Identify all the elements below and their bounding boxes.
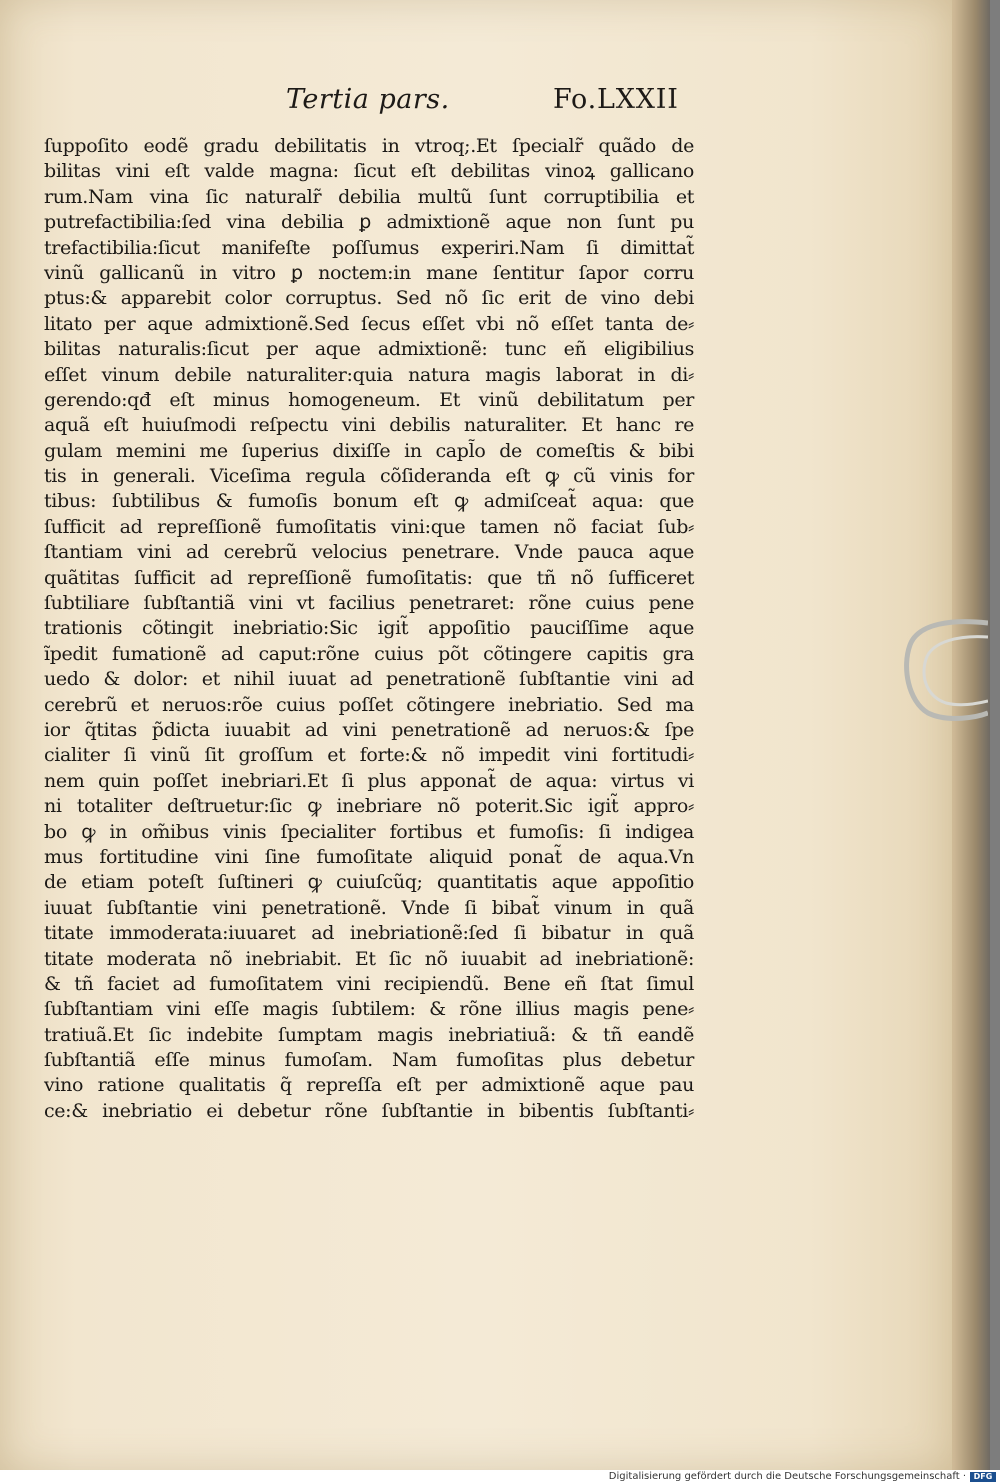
text-line: trefactibilia:ſicut manifeſte poſſumus experiri.Nam ſi dimittat̃ <box>44 236 694 259</box>
text-line: gerendo:qđ eſt minus homogeneum. Et vinũ debilitatum per <box>44 388 694 411</box>
funding-credit: Digitalisierung gefördert durch die Deutsche Forschungsgemeinschaft · <box>608 1471 966 1482</box>
text-line: uedo & dolor: et nihil iuuat ad penetrationẽ ſubſtantie vini ad <box>44 668 694 691</box>
text-line: ſubtiliare ſubſtantiã vini vt facilius penetraret: rõne cuius pene <box>44 592 694 615</box>
text-line: mus fortitudine vini ſine fumoſitate aliquid ponat̃ de aqua.Vn <box>44 845 694 868</box>
text-line: ſuppoſito eodẽ gradu debilitatis in vtroq;.Et ſpecialr̃ quãdo de <box>44 135 694 157</box>
text-line: bilitas vini eſt valde magna: ſicut eſt debilitas vinoꝝ gallicano <box>44 160 694 183</box>
text-line: nem quin poſſet inebriari.Et ſi plus apponat̃ de aqua: virtus vi <box>44 769 694 792</box>
text-line: ior q̃titas p̃dicta iuuabit ad vini penetrationẽ ad neruos:& ſpe <box>44 718 694 741</box>
text-line: ſtantiam vini ad cerebrũ velocius penetrare. Vnde pauca aque <box>44 541 694 564</box>
text-line: ſufficit ad repreſſionẽ fumoſitatis vini:que tamen nõ faciat ſub⸗ <box>44 515 694 538</box>
text-line: aquã eſt huiuſmodi reſpectu vini debilis naturaliter. Et hanc re <box>44 414 694 437</box>
body-text <box>44 134 694 1124</box>
text-line: cerebrũ et neruos:rõe cuius poſſet cõtingere inebriatio. Sed ma <box>44 693 694 716</box>
text-line: ni totaliter deſtruetur:ſic ꝙ inebriare nõ poterit.Sic igit̃ appro⸗ <box>44 795 694 818</box>
text-line: bilitas naturalis:ſicut per aque admixtionẽ: tunc eñ eligibilius <box>44 338 694 361</box>
footer-bar <box>0 1470 1000 1484</box>
paper-clip-icon <box>898 605 988 735</box>
text-line: tratiuã.Et ſic indebite ſumptam magis inebriatiuã: & tñ eandẽ <box>44 1023 694 1046</box>
text-line: quãtitas ſufficit ad repreſſionẽ fumoſitatis: que tñ nõ ſufficeret <box>44 566 694 589</box>
running-head <box>0 84 952 128</box>
folio-number: Fo.LXXII <box>553 84 679 115</box>
text-line: ſubſtantiam vini eſſe magis ſubtilem: & rõne illius magis pene⸗ <box>44 998 694 1021</box>
text-line: de etiam poteſt ſuſtineri ꝙ cuiuſcũq; quantitatis aque appoſitio <box>44 871 694 894</box>
text-line: putrefactibilia:ſed vina debilia ꝑ admixtionẽ aque non ſunt pu <box>44 211 694 234</box>
running-title: Tertia pars. <box>286 84 450 115</box>
text-line: & tñ faciet ad fumoſitatem vini recipiendũ. Bene eñ ſtat ſimul <box>44 972 694 995</box>
text-line: iuuat ſubſtantie vini penetrationẽ. Vnde ſi bibat̃ vinum in quã <box>44 896 694 919</box>
text-line: ĩpedit fumationẽ ad caput:rõne cuius põt cõtingere capitis gra <box>44 642 694 665</box>
text-line: eſſet vinum debile naturaliter:quia natura magis laborat in di⸗ <box>44 363 694 386</box>
text-line: gulam memini me ſuperius dixiſſe in capl̃o de comeſtis & bibi <box>44 439 694 462</box>
text-line: rum.Nam vina ſic naturalr̃ debilia multũ ſunt corruptibilia et <box>44 185 694 208</box>
text-line: trationis cõtingit inebriatio:Sic igit̃ appoſitio pauciſſime aque <box>44 617 694 640</box>
text-line: vino ratione qualitatis q̃ repreſſa eſt per admixtionẽ aque pau <box>44 1074 694 1097</box>
text-line: litato per aque admixtionẽ.Sed ſecus eſſet vbi nõ eſſet tanta de⸗ <box>44 312 694 335</box>
text-line: bo ꝙ in om̃ibus vinis ſpecialiter fortibus et fumoſis: ſi indigea <box>44 820 694 843</box>
text-line: ſubſtantiã eſſe minus fumoſam. Nam fumoſitas plus debetur <box>44 1049 694 1072</box>
text-line: titate moderata nõ inebriabit. Et ſic nõ iuuabit ad inebriationẽ: <box>44 947 694 970</box>
dfg-logo: DFG <box>970 1472 996 1482</box>
text-line: vinũ gallicanũ in vitro ꝑ noctem:in mane ſentitur ſapor corru <box>44 261 694 284</box>
text-line: ce:& inebriatio ei debetur rõne ſubſtantie in bibentis ſubſtanti⸗ <box>44 1099 694 1122</box>
text-line: tibus: ſubtilibus & fumoſis bonum eſt ꝙ admiſceat̃ aqua: que <box>44 490 694 513</box>
text-line: tis in generali. Viceſima regula cõſideranda eſt ꝙ cũ vinis for <box>44 465 694 488</box>
text-line: ptus:& apparebit color corruptus. Sed nõ ſic erit de vino debi <box>44 287 694 310</box>
text-line: cialiter ſi vinũ ſit groſſum et forte:& nõ impedit vini fortitudi⸗ <box>44 744 694 767</box>
text-line: titate immoderata:iuuaret ad inebriationẽ:ſed ſi bibatur in quã <box>44 922 694 945</box>
